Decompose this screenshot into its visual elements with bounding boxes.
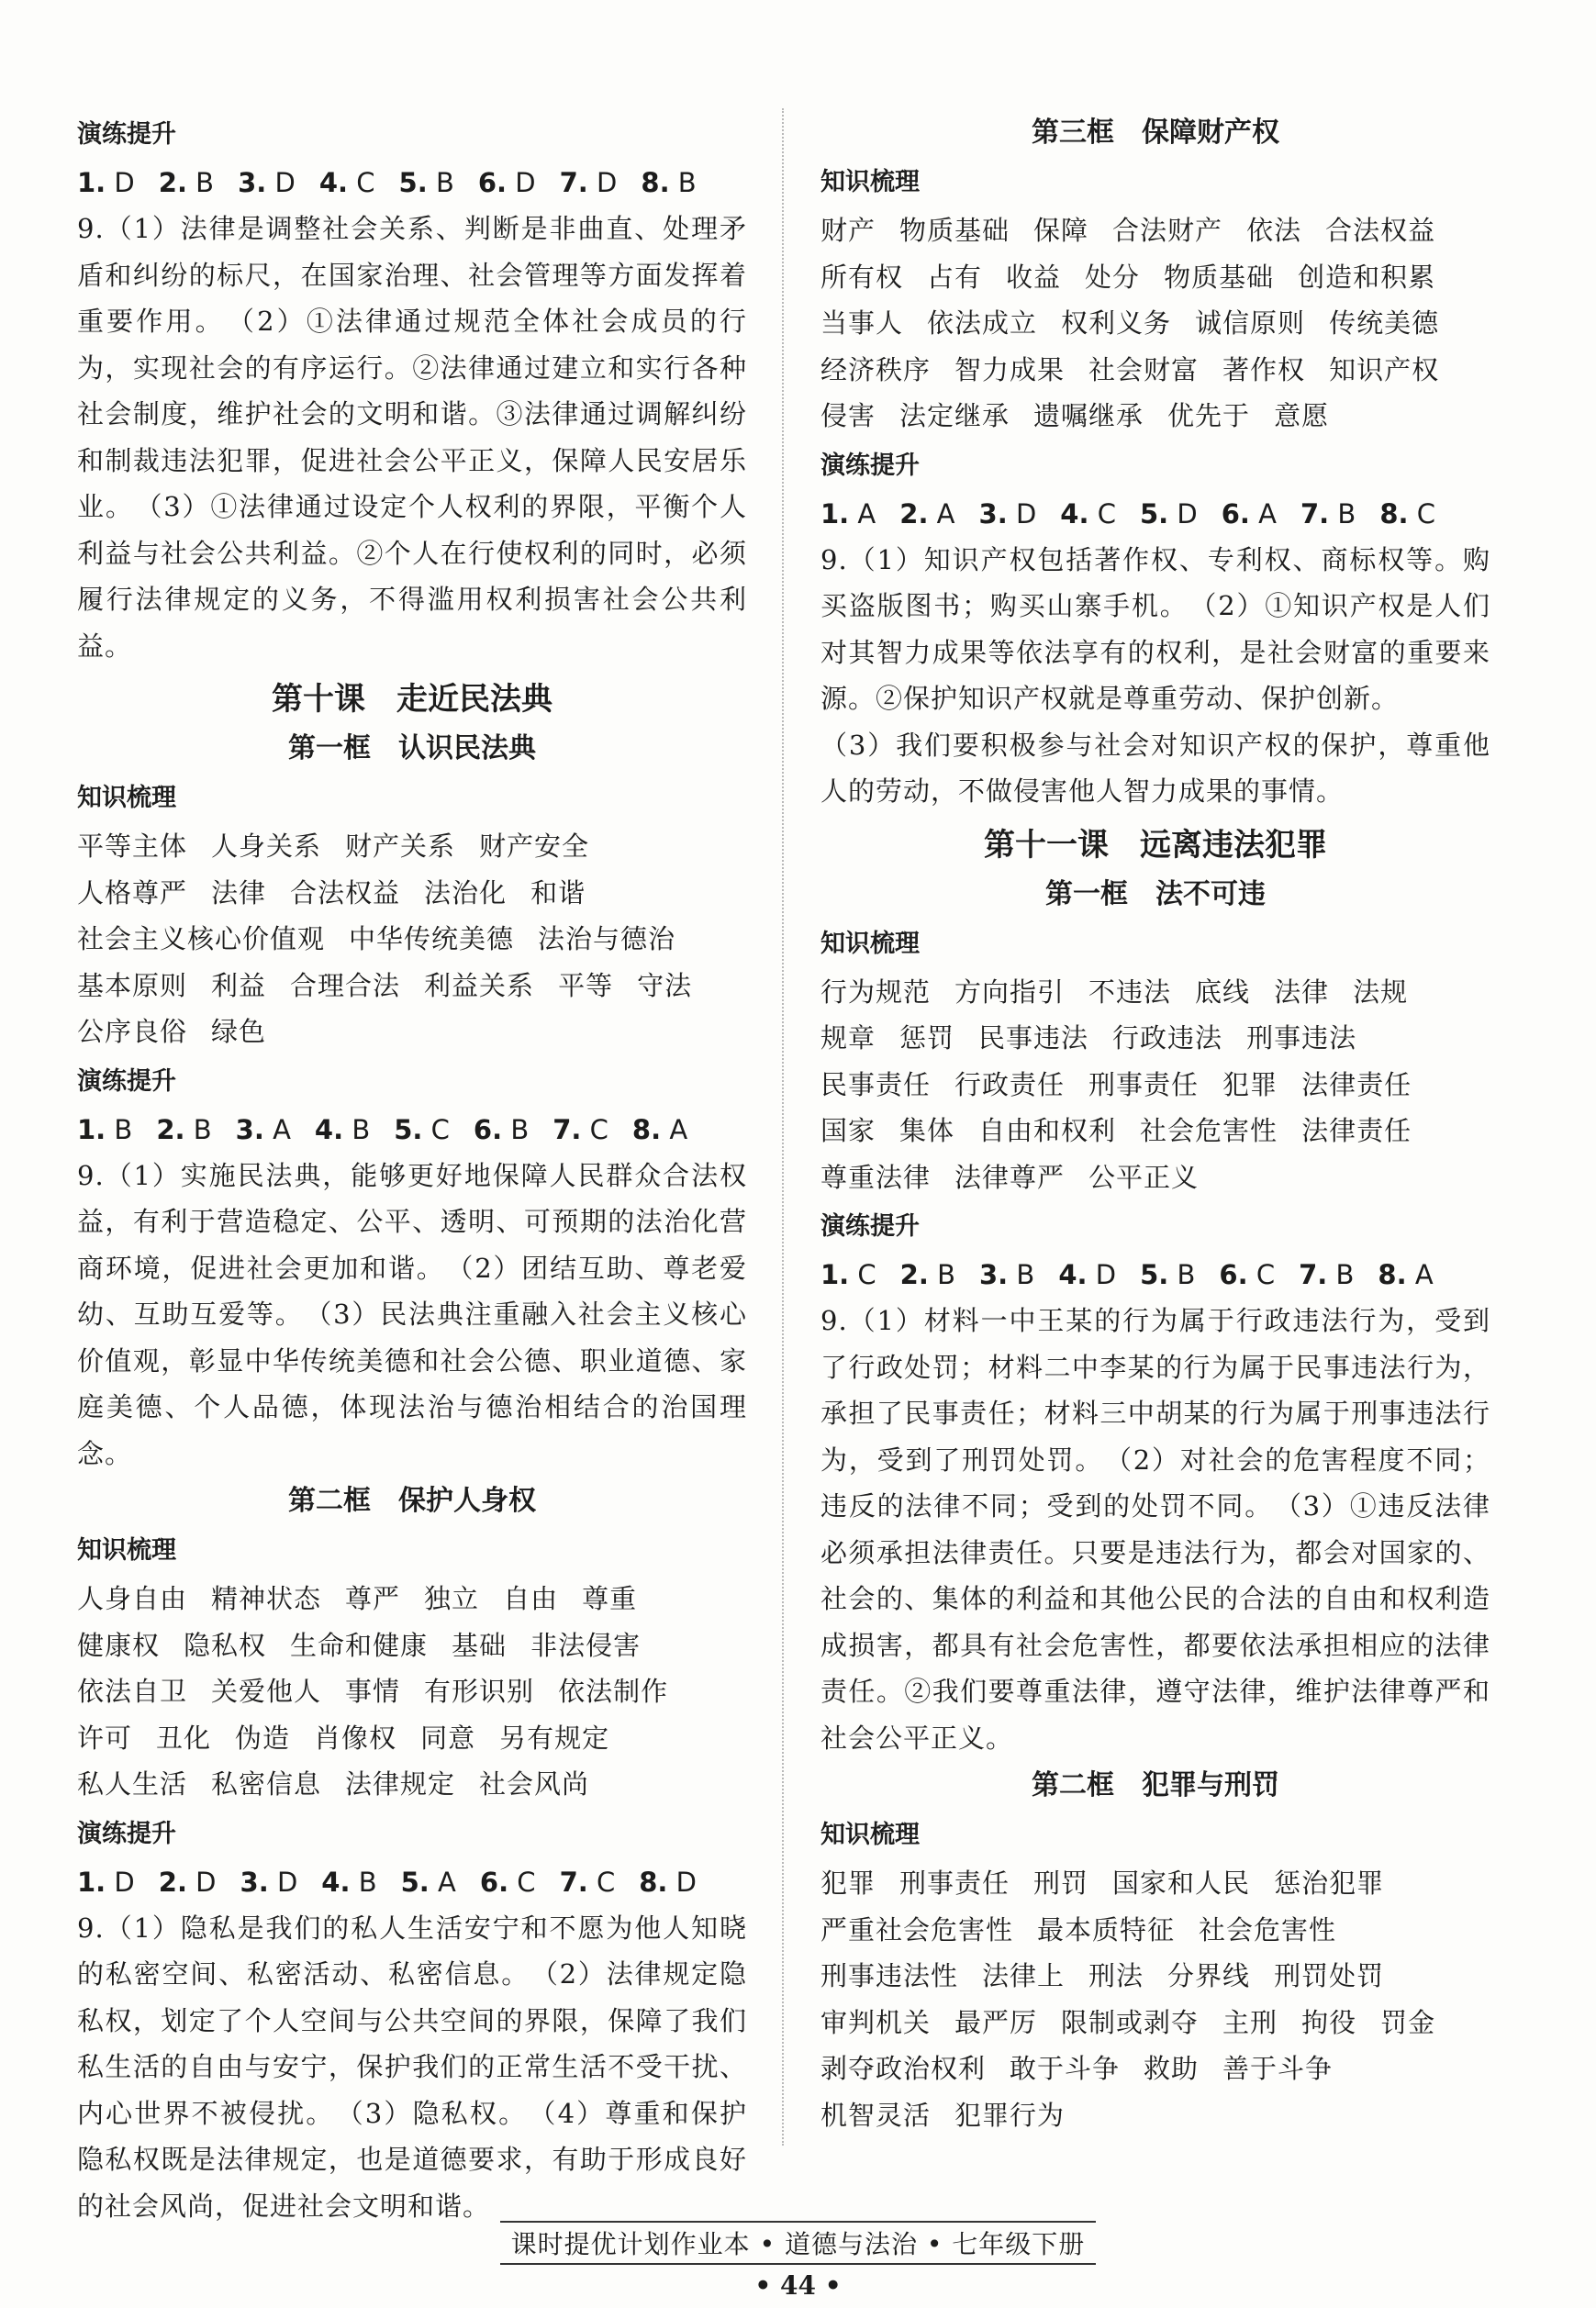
term: 犯罪 [820, 1868, 876, 1899]
term: 法律责任 [1301, 1115, 1412, 1146]
mc-answer-letter: D [1168, 497, 1198, 530]
term: 法律上 [982, 1960, 1066, 1991]
mc-answer-item [900, 1252, 955, 1298]
term: 处分 [1085, 261, 1141, 293]
section-heading: 知识梳理 [77, 1536, 176, 1565]
mc-question-number: 3. [979, 1259, 1009, 1290]
term: 法律尊严 [954, 1161, 1066, 1193]
mc-answer-letter: D [1007, 497, 1037, 530]
mc-answer-item [236, 1107, 291, 1153]
mc-answer-item [159, 160, 214, 206]
mc-question-number: 2. [899, 1259, 929, 1290]
term: 社会风尚 [479, 1768, 590, 1800]
mc-answer-letter: A [263, 1113, 291, 1145]
mc-answer-letter: C [1088, 497, 1116, 530]
mc-answer-item [159, 1859, 217, 1905]
mc-answer-item [156, 1107, 211, 1153]
mc-answer-item [979, 491, 1037, 537]
term: 法律 [211, 876, 267, 909]
mc-answer-letter: B [669, 167, 697, 198]
mc-answers [77, 160, 747, 206]
term: 国家 [820, 1115, 876, 1146]
mc-answer-item [478, 160, 536, 206]
mc-question-number: 6. [479, 1866, 509, 1898]
mc-answers [820, 1252, 1490, 1298]
mc-answer-letter: D [1087, 1259, 1117, 1290]
mc-answer-letter: D [587, 167, 618, 198]
term: 绿色 [211, 1016, 267, 1047]
term: 自由 [503, 1583, 559, 1614]
term: 罚金 [1380, 2006, 1436, 2038]
term: 刑事违法性 [820, 1960, 959, 1991]
mc-answer-item [552, 1107, 608, 1153]
term: 健康权 [77, 1629, 161, 1661]
mc-question-number: 6. [473, 1113, 503, 1145]
mc-question-number: 1. [77, 1113, 106, 1145]
mc-question-number: 5. [394, 1113, 423, 1145]
term: 占有 [927, 261, 983, 293]
mc-question-number: 3. [978, 497, 1008, 530]
term: 基础 [452, 1629, 508, 1661]
term: 生命和健康 [290, 1629, 429, 1661]
mc-question-number: 5. [1139, 497, 1169, 530]
term: 守法 [637, 969, 693, 1001]
term: 犯罪 [1222, 1068, 1278, 1100]
term: 主刑 [1222, 2006, 1278, 2038]
term: 私人生活 [77, 1768, 188, 1800]
mc-answer-item [77, 160, 135, 206]
mc-question-number: 4. [318, 167, 349, 198]
term: 独立 [424, 1583, 480, 1614]
mc-answer-item [394, 1107, 450, 1153]
mc-question-number: 7. [559, 1866, 588, 1898]
term: 不违法 [1088, 976, 1172, 1008]
section-heading: 知识梳理 [820, 1821, 920, 1849]
q9-answer-part3: （3）我们要积极参与社会对知识产权的保护，尊重他人的劳动，不做侵害他人智力成果的事情。 [820, 729, 1490, 807]
mc-answer-item [1379, 491, 1435, 537]
mc-answer-item [480, 1859, 536, 1905]
mc-question-number: 3. [235, 1113, 264, 1145]
term-list [77, 1576, 747, 1808]
term: 创造和积累 [1298, 261, 1436, 293]
mc-answer-letter: B [502, 1113, 530, 1145]
mc-question-number: 7. [1300, 497, 1330, 530]
mc-answer-letter: D [106, 1866, 135, 1898]
term: 另有规定 [499, 1722, 610, 1754]
term: 许可 [77, 1722, 133, 1754]
term: 法规 [1353, 976, 1409, 1008]
mc-answer-item [639, 1859, 697, 1905]
mc-answer-item [1058, 1252, 1116, 1298]
mc-answer-item [979, 1252, 1034, 1298]
mc-answer-item [401, 1859, 456, 1905]
mc-answer-item [641, 160, 696, 206]
mc-question-number: 3. [240, 1866, 269, 1898]
mc-answer-item [1222, 491, 1277, 537]
term: 传统美德 [1329, 307, 1440, 339]
mc-answer-item [1140, 1252, 1195, 1298]
mc-answer-item [1299, 1252, 1354, 1298]
term: 当事人 [820, 307, 904, 339]
term: 丑化 [156, 1722, 212, 1754]
mc-answer-letter: D [186, 1866, 217, 1898]
term: 依法自卫 [77, 1676, 188, 1707]
mc-question-number: 8. [641, 167, 670, 198]
mc-answer-letter: B [184, 1113, 212, 1145]
mc-answer-letter: A [429, 1866, 456, 1898]
mc-answer-letter: C [581, 1113, 608, 1145]
term: 尊严 [345, 1583, 401, 1614]
term: 物质基础 [1164, 261, 1275, 293]
term: 非法侵害 [530, 1629, 642, 1661]
mc-answer-letter: B [1329, 497, 1356, 530]
term: 最本质特征 [1037, 1913, 1176, 1946]
term: 法定继承 [899, 400, 1010, 431]
term: 同意 [420, 1722, 476, 1754]
term: 权利义务 [1061, 307, 1172, 339]
mc-answer-item [820, 491, 876, 537]
q9-answer: 9.（1）隐私是我们的私人生活安宁和不愿为他人知晓的私密空间、私密活动、私密信息。 （2）法律规定隐私权，划定了个人空间与公共空间的界限，保障了我们私生活的自由与安宁，保护我们的正常生活不受干扰、内心世界不被侵扰。 （3）隐私权。 （4）尊重和保护隐私权既是法律规定，也是道德要求，有助于形成良好的社会风尚，促进社会文明和谐。 [77, 1912, 747, 2222]
term: 法律责任 [1301, 1068, 1412, 1100]
frame-title: 第一框 认识民法典 [288, 732, 536, 764]
term: 依法 [1246, 215, 1302, 246]
mc-answer-item [1300, 491, 1356, 537]
section-heading: 知识梳理 [820, 929, 920, 958]
term: 底线 [1195, 976, 1251, 1008]
mc-answer-item [319, 160, 375, 206]
term: 分界线 [1167, 1960, 1251, 1991]
term: 社会危害性 [1199, 1913, 1337, 1946]
mc-answer-item [560, 160, 618, 206]
mc-question-number: 5. [1140, 1259, 1169, 1290]
term: 敢于斗争 [1010, 2053, 1121, 2084]
term: 惩罚 [899, 1022, 955, 1054]
term-list [820, 969, 1490, 1201]
term: 公序良俗 [77, 1016, 188, 1047]
term: 伪造 [235, 1722, 291, 1754]
mc-question-number: 2. [158, 1866, 187, 1898]
page-footer [0, 2221, 1596, 2301]
right-column [820, 108, 1490, 2138]
term: 依法成立 [927, 307, 1038, 339]
mc-question-number: 7. [552, 1113, 582, 1145]
term: 规章 [820, 1022, 876, 1054]
term: 中华传统美德 [349, 923, 515, 954]
term: 刑罚 [1033, 1868, 1089, 1899]
term: 合法财产 [1112, 215, 1223, 246]
mc-answer-letter: C [849, 1259, 876, 1290]
term: 刑事违法 [1246, 1022, 1357, 1054]
mc-question-number: 5. [398, 167, 428, 198]
term: 财产安全 [479, 831, 590, 862]
mc-question-number: 1. [820, 497, 850, 530]
mc-question-number: 2. [899, 497, 929, 530]
mc-answer-letter: B [350, 1866, 377, 1898]
term: 关爱他人 [211, 1676, 322, 1707]
term: 平等 [558, 969, 614, 1001]
mc-answer-letter: C [422, 1113, 450, 1145]
page-number: • 44 • [754, 2270, 842, 2301]
term: 遗嘱继承 [1033, 400, 1144, 431]
term: 剥夺政治权利 [820, 2053, 987, 2084]
mc-answer-item [1219, 1252, 1275, 1298]
term-list [820, 207, 1490, 440]
mc-answer-item [399, 160, 454, 206]
term: 合法权益 [1325, 215, 1436, 246]
mc-answer-letter: A [1249, 497, 1277, 530]
term: 人身自由 [77, 1583, 188, 1614]
term: 人格尊严 [77, 876, 188, 909]
mc-answer-item [315, 1107, 370, 1153]
mc-question-number: 8. [1379, 497, 1409, 530]
mc-answer-letter: D [507, 167, 536, 198]
term: 收益 [1006, 261, 1062, 293]
term: 基本原则 [77, 969, 188, 1001]
term: 审判机关 [820, 2006, 932, 2038]
term: 精神状态 [211, 1583, 322, 1614]
term: 最严厉 [954, 2006, 1038, 2038]
q9-answer: 9.（1）材料一中王某的行为属于行政违法行为，受到了行政处罚；材料二中李某的行为属于民事违法行为，承担了民事责任；材料三中胡某的行为属于刑事违法行为，受到了刑罚处罚。 （2）对社会的危害程度不同；违反的法律不同；受到的处罚不同。 （3）①违反法律必须承担法律责任。只要是违法行为，都会对国家的、社会的、集体的利益和其他公民的合法的自由和权利造成损害，都具有社会危害性，都要依法承担相应的法律责任。②我们要尊重法律，遵守法律，维护法律尊严和社会公平正义。 [820, 1305, 1490, 1754]
term: 社会财富 [1088, 353, 1200, 385]
term: 拘役 [1301, 2006, 1357, 2038]
term: 意愿 [1274, 400, 1330, 431]
mc-answer-letter: A [849, 497, 876, 530]
mc-answer-letter: B [1008, 1259, 1035, 1290]
term: 利益 [211, 969, 267, 1001]
term: 隐私权 [184, 1629, 267, 1661]
term: 合理合法 [290, 969, 401, 1001]
term: 财产 [820, 215, 876, 246]
mc-answer-letter: B [1327, 1259, 1355, 1290]
left-column [77, 108, 747, 2229]
mc-question-number: 4. [1058, 1259, 1088, 1290]
term: 事情 [345, 1676, 401, 1707]
mc-answer-letter: A [1406, 1259, 1434, 1290]
mc-question-number: 7. [559, 167, 588, 198]
term: 刑事责任 [1088, 1068, 1200, 1100]
mc-answer-letter: B [186, 167, 215, 198]
mc-answer-item [238, 160, 296, 206]
mc-question-number: 4. [314, 1113, 344, 1145]
term: 智力成果 [954, 353, 1066, 385]
term: 限制或剥夺 [1061, 2006, 1200, 2038]
term: 刑法 [1088, 1960, 1144, 1991]
mc-answer-item [240, 1859, 298, 1905]
term: 物质基础 [899, 215, 1010, 246]
term: 和谐 [530, 876, 586, 909]
term: 诚信原则 [1195, 307, 1306, 339]
term: 私密信息 [211, 1768, 322, 1800]
mc-answer-item [77, 1107, 132, 1153]
column-divider [782, 108, 784, 2146]
mc-question-number: 7. [1299, 1259, 1328, 1290]
mc-question-number: 1. [820, 1259, 850, 1290]
mc-answer-letter: D [266, 167, 296, 198]
term: 机智灵活 [820, 2099, 932, 2131]
term: 犯罪行为 [954, 2099, 1066, 2131]
mc-answer-item [899, 491, 954, 537]
frame-title: 第二框 犯罪与刑罚 [1032, 1769, 1279, 1801]
mc-question-number: 2. [156, 1113, 185, 1145]
mc-question-number: 1. [77, 167, 106, 198]
term: 社会主义核心价值观 [77, 923, 326, 954]
term: 法律 [1274, 976, 1330, 1008]
term: 严重社会危害性 [820, 1913, 1014, 1946]
term: 平等主体 [77, 831, 188, 862]
term: 行政违法 [1112, 1022, 1223, 1054]
mc-answer-item [560, 1859, 616, 1905]
section-heading: 演练提升 [820, 451, 920, 480]
term: 法治与德治 [538, 923, 676, 954]
mc-answers [820, 491, 1490, 537]
frame-title: 第三框 保障财产权 [1032, 117, 1279, 149]
term: 财产关系 [345, 831, 456, 862]
term: 自由和权利 [978, 1115, 1117, 1146]
mc-question-number: 8. [1378, 1259, 1407, 1290]
mc-answer-letter: A [661, 1113, 688, 1145]
section-heading: 知识梳理 [77, 784, 176, 812]
term: 社会危害性 [1140, 1115, 1278, 1146]
mc-question-number: 1. [77, 1866, 106, 1898]
term: 善于斗争 [1222, 2053, 1334, 2084]
term: 国家和人民 [1112, 1868, 1251, 1899]
mc-answer-item [632, 1107, 687, 1153]
mc-question-number: 6. [1221, 497, 1250, 530]
mc-answer-item [820, 1252, 876, 1298]
term: 知识产权 [1329, 353, 1440, 385]
term: 利益关系 [424, 969, 535, 1001]
term: 优先于 [1167, 400, 1251, 431]
term: 尊重法律 [820, 1161, 932, 1193]
lesson-title: 第十一课 远离违法犯罪 [984, 826, 1327, 864]
term: 民事违法 [978, 1022, 1089, 1054]
term: 公平正义 [1088, 1161, 1200, 1193]
mc-answer-item [77, 1859, 135, 1905]
term: 经济秩序 [820, 353, 932, 385]
mc-answer-letter: C [1408, 497, 1435, 530]
term: 法律规定 [345, 1768, 456, 1800]
term: 肖像权 [314, 1722, 397, 1754]
term-list [77, 823, 747, 1055]
term: 依法制作 [558, 1676, 669, 1707]
term: 侵害 [820, 400, 876, 431]
mc-answer-letter: D [268, 1866, 298, 1898]
term: 集体 [899, 1115, 955, 1146]
q9-answer: 9.（1）法律是调整社会关系、判断是非曲直、处理矛盾和纠纷的标尺，在国家治理、社会管理等方面发挥着重要作用。 （2）①法律通过规范全体社会成员的行为，实现社会的有序运行。②法律通过建立和实行各种社会制度，维护社会的文明和谐。③法律通过调解纠纷和制裁违法犯罪，促进社会公平正义，保障人民安居乐业。 （3）①法律通过设定个人权利的界限，平衡个人利益与社会公共利益。②个人在行使权利的同时，必须履行法律规定的义务，不得滥用权利损害社会公共利益。 [77, 213, 747, 662]
mc-question-number: 8. [639, 1866, 668, 1898]
mc-answer-item [1378, 1252, 1433, 1298]
mc-answer-item [321, 1859, 376, 1905]
frame-title: 第一框 法不可违 [1045, 877, 1266, 910]
mc-answer-letter: C [508, 1866, 536, 1898]
term: 合法权益 [290, 876, 401, 909]
term: 保障 [1033, 215, 1089, 246]
mc-answer-letter: B [1168, 1259, 1196, 1290]
term: 法治化 [424, 876, 508, 909]
term-list [820, 1860, 1490, 2138]
section-heading: 知识梳理 [820, 168, 920, 196]
mc-question-number: 8. [631, 1113, 662, 1145]
mc-question-number: 5. [400, 1866, 430, 1898]
mc-answer-letter: A [928, 497, 955, 530]
section-heading: 演练提升 [77, 1066, 176, 1096]
mc-answer-letter: D [106, 167, 135, 198]
term: 尊重 [582, 1583, 638, 1614]
section-heading: 演练提升 [77, 120, 176, 149]
mc-answer-letter: C [587, 1866, 616, 1898]
term: 行为规范 [820, 976, 932, 1008]
term: 惩治犯罪 [1274, 1868, 1385, 1899]
mc-answer-item [1140, 491, 1198, 537]
mc-answer-letter: B [343, 1113, 371, 1145]
term: 行政责任 [954, 1068, 1066, 1100]
mc-question-number: 2. [158, 167, 187, 198]
mc-answer-item [1060, 491, 1116, 537]
term: 著作权 [1222, 353, 1306, 385]
term: 方向指引 [954, 976, 1066, 1008]
term: 刑事责任 [899, 1868, 1010, 1899]
term: 刑罚处罚 [1274, 1960, 1385, 1991]
mc-answers [77, 1859, 747, 1905]
term: 民事责任 [820, 1068, 932, 1100]
section-heading: 演练提升 [77, 1819, 176, 1848]
mc-answers [77, 1107, 747, 1153]
mc-question-number: 6. [1219, 1259, 1248, 1290]
q9-answer: 9.（1）实施民法典，能够更好地保障人民群众合法权益，有利于营造稳定、公平、透明、可预期的法治化营商环境，促进社会更加和谐。 （2）团结互助、尊老爱幼、互助互爱等。 （3）民法典注重融入社会主义核心价值观，彰显中华传统美德和社会公德、职业道德、家庭美德、个人品德，体现法治与德治相结合的治国理念。 [77, 1159, 747, 1469]
mc-answer-letter: B [106, 1113, 133, 1145]
mc-question-number: 4. [321, 1866, 351, 1898]
mc-answer-letter: D [667, 1866, 697, 1898]
term: 有形识别 [424, 1676, 535, 1707]
mc-answer-letter: B [427, 167, 454, 198]
mc-answer-letter: B [928, 1259, 955, 1290]
frame-title: 第二框 保护人身权 [288, 1485, 536, 1517]
mc-question-number: 6. [477, 167, 508, 198]
mc-answer-letter: C [1247, 1259, 1276, 1290]
term: 所有权 [820, 261, 904, 293]
lesson-title: 第十课 走近民法典 [272, 681, 552, 718]
mc-question-number: 3. [238, 167, 267, 198]
section-heading: 演练提升 [820, 1212, 920, 1241]
q9-answer: 9.（1）知识产权包括著作权、专利权、商标权等。购买盗版图书；购买山寨手机。 （2）①知识产权是人们对其智力成果等依法享有的权利，是社会财富的重要来源。②保护知识产权就是尊重劳动、保护创新。 [820, 543, 1490, 714]
mc-answer-letter: C [348, 167, 375, 198]
mc-answer-item [474, 1107, 529, 1153]
term: 救助 [1144, 2053, 1200, 2084]
mc-question-number: 4. [1060, 497, 1089, 530]
term: 人身关系 [211, 831, 322, 862]
book-title: 课时提优计划作业本 • 道德与法治 • 七年级下册 [500, 2221, 1097, 2265]
